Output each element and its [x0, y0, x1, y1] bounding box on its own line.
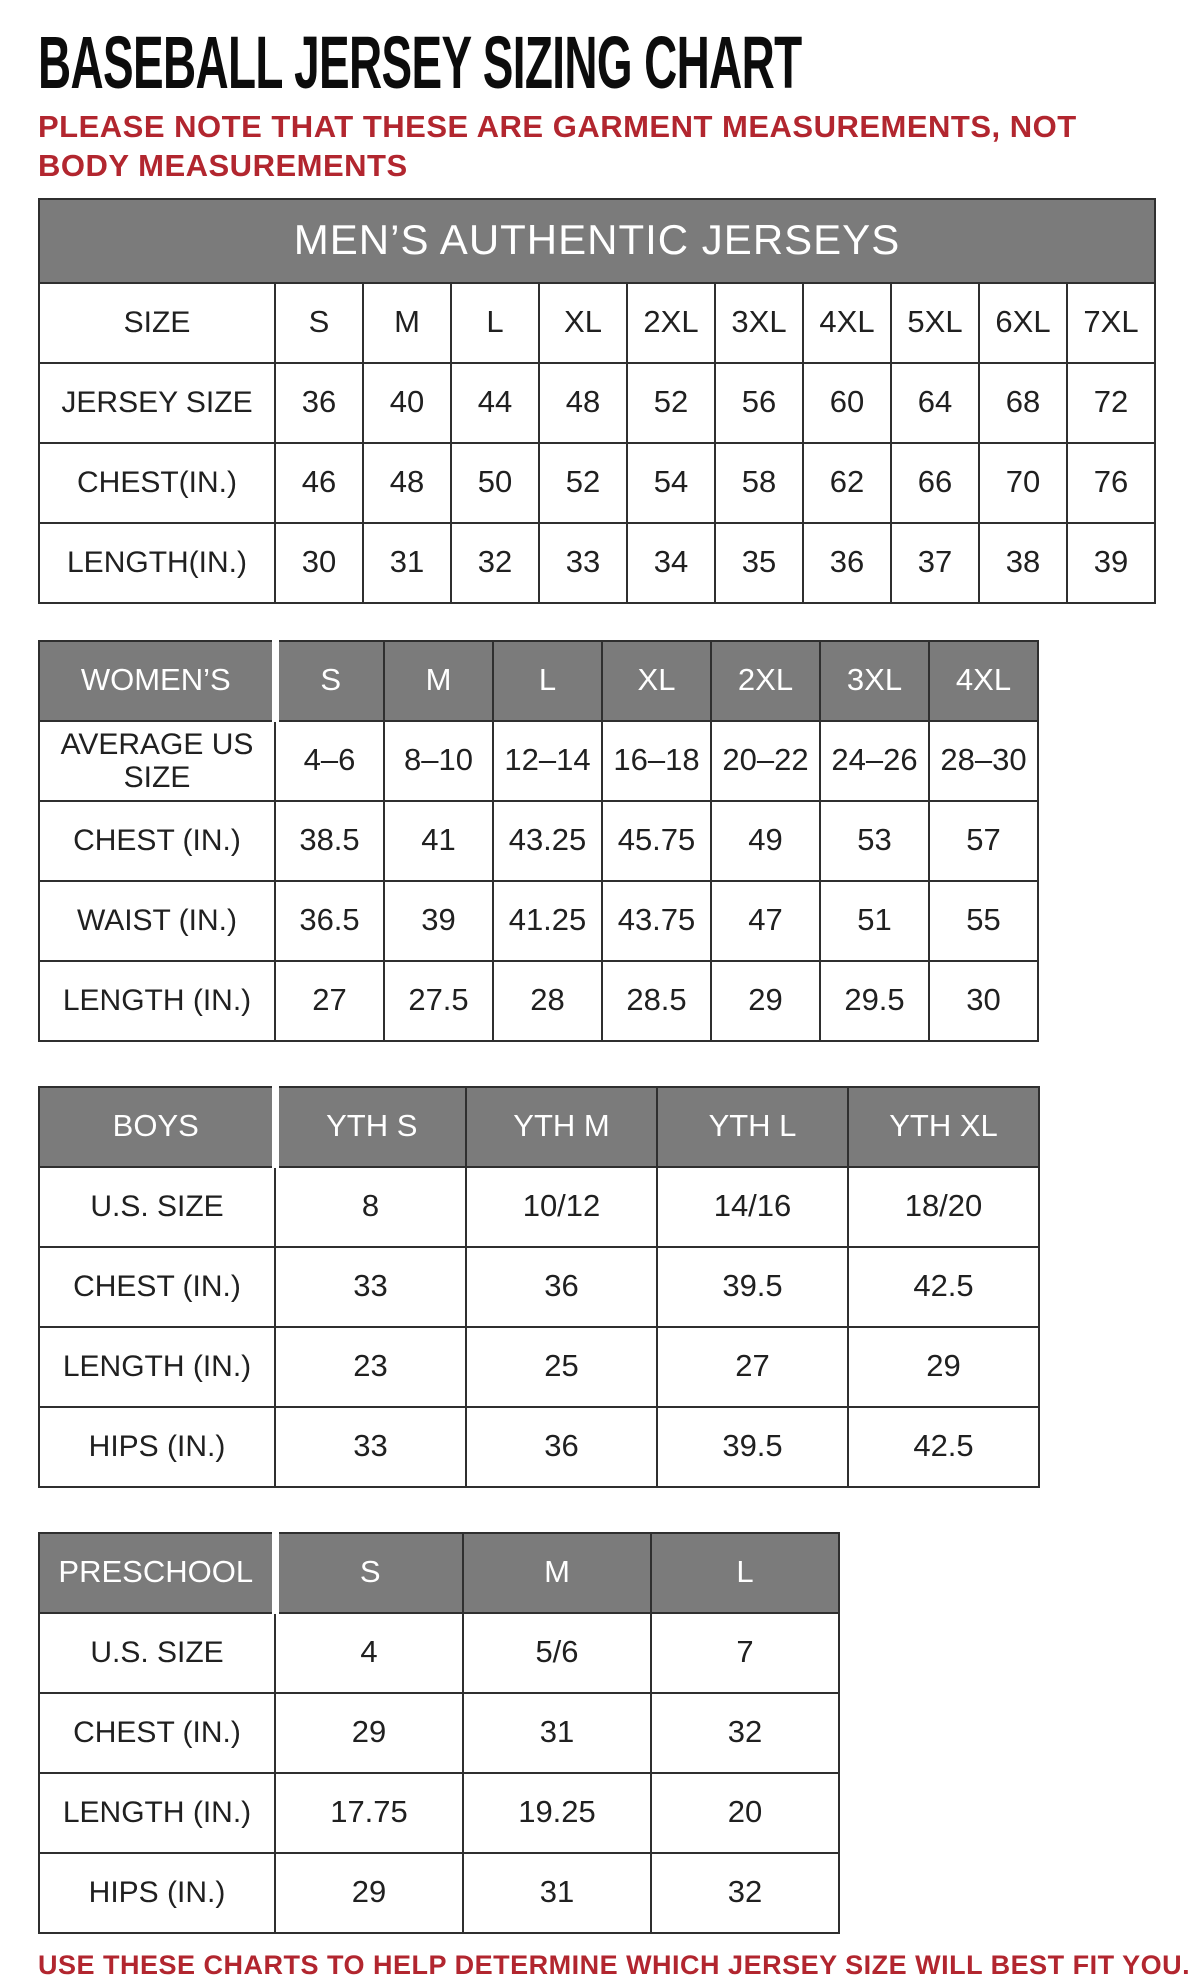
size-value-cell: 41 [384, 801, 493, 881]
size-column-header: L [451, 283, 539, 363]
size-value-cell: 44 [451, 363, 539, 443]
size-column-header: YTH S [275, 1087, 466, 1167]
size-value-cell: 32 [651, 1853, 839, 1933]
size-value-cell: 27 [275, 961, 384, 1041]
size-value-cell: 72 [1067, 363, 1155, 443]
size-value-cell: 31 [463, 1853, 651, 1933]
size-column-header: YTH M [466, 1087, 657, 1167]
size-value-cell: 39.5 [657, 1407, 848, 1487]
size-value-cell: 43.75 [602, 881, 711, 961]
size-column-header: S [275, 1533, 463, 1613]
size-value-cell: 25 [466, 1327, 657, 1407]
size-value-cell: 52 [539, 443, 627, 523]
measurement-row-label: CHEST (IN.) [39, 1247, 275, 1327]
size-value-cell: 30 [929, 961, 1038, 1041]
size-value-cell: 40 [363, 363, 451, 443]
size-value-cell: 29 [275, 1853, 463, 1933]
size-column-header: 4XL [803, 283, 891, 363]
size-value-cell: 28.5 [602, 961, 711, 1041]
measurement-row-label: CHEST(IN.) [39, 443, 275, 523]
size-value-cell: 34 [627, 523, 715, 603]
measurement-row-label: WAIST (IN.) [39, 881, 275, 961]
size-value-cell: 76 [1067, 443, 1155, 523]
measurement-row-label: U.S. SIZE [39, 1167, 275, 1247]
size-column-header: 3XL [820, 641, 929, 721]
size-value-cell: 28 [493, 961, 602, 1041]
size-column-header: M [384, 641, 493, 721]
size-value-cell: 52 [627, 363, 715, 443]
size-value-cell: 19.25 [463, 1773, 651, 1853]
table-header-label: WOMEN’S [39, 641, 275, 721]
size-value-cell: 29 [711, 961, 820, 1041]
size-value-cell: 29 [848, 1327, 1039, 1407]
size-value-cell: 49 [711, 801, 820, 881]
size-value-cell: 62 [803, 443, 891, 523]
size-value-cell: 56 [715, 363, 803, 443]
measurement-row-label: CHEST (IN.) [39, 1693, 275, 1773]
size-value-cell: 48 [539, 363, 627, 443]
size-column-header: 4XL [929, 641, 1038, 721]
size-value-cell: 31 [363, 523, 451, 603]
size-value-cell: 41.25 [493, 881, 602, 961]
size-value-cell: 68 [979, 363, 1067, 443]
size-column-header: XL [602, 641, 711, 721]
size-column-header: M [363, 283, 451, 363]
size-value-cell: 66 [891, 443, 979, 523]
size-value-cell: 12–14 [493, 721, 602, 801]
size-value-cell: 47 [711, 881, 820, 961]
size-value-cell: 42.5 [848, 1247, 1039, 1327]
boys-table-section [38, 1086, 1200, 1488]
size-value-cell: 36.5 [275, 881, 384, 961]
size-value-cell: 36 [803, 523, 891, 603]
size-value-cell: 4–6 [275, 721, 384, 801]
measurement-row-label: AVERAGE US SIZE [39, 721, 275, 801]
size-value-cell: 29 [275, 1693, 463, 1773]
size-value-cell: 48 [363, 443, 451, 523]
size-value-cell: 38 [979, 523, 1067, 603]
size-value-cell: 32 [651, 1693, 839, 1773]
size-column-header: S [275, 283, 363, 363]
table-header-label: PRESCHOOL [39, 1533, 275, 1613]
measurement-row-label: HIPS (IN.) [39, 1407, 275, 1487]
size-value-cell: 36 [466, 1407, 657, 1487]
size-value-cell: 35 [715, 523, 803, 603]
size-column-header: 5XL [891, 283, 979, 363]
size-value-cell: 33 [539, 523, 627, 603]
size-value-cell: 17.75 [275, 1773, 463, 1853]
measurement-row-label: JERSEY SIZE [39, 363, 275, 443]
size-value-cell: 20 [651, 1773, 839, 1853]
size-column-header: 3XL [715, 283, 803, 363]
measurement-row-label: CHEST (IN.) [39, 801, 275, 881]
table-banner: MEN’S AUTHENTIC JERSEYS [39, 199, 1155, 283]
preschool-sizing-table [38, 1532, 840, 1934]
size-value-cell: 14/16 [657, 1167, 848, 1247]
page-title: BASEBALL JERSEY SIZING CHART [38, 21, 802, 104]
size-value-cell: 30 [275, 523, 363, 603]
size-value-cell: 27 [657, 1327, 848, 1407]
size-value-cell: 50 [451, 443, 539, 523]
size-value-cell: 38.5 [275, 801, 384, 881]
size-column-header: M [463, 1533, 651, 1613]
size-value-cell: 8–10 [384, 721, 493, 801]
table-header-label: BOYS [39, 1087, 275, 1167]
table-header-label: SIZE [39, 283, 275, 363]
size-value-cell: 46 [275, 443, 363, 523]
size-value-cell: 36 [275, 363, 363, 443]
size-column-header: S [275, 641, 384, 721]
size-value-cell: 28–30 [929, 721, 1038, 801]
size-value-cell: 39 [384, 881, 493, 961]
measurement-row-label: LENGTH (IN.) [39, 961, 275, 1041]
size-column-header: L [651, 1533, 839, 1613]
mens-sizing-table [38, 198, 1156, 604]
size-value-cell: 45.75 [602, 801, 711, 881]
boys-sizing-table [38, 1086, 1040, 1488]
size-value-cell: 55 [929, 881, 1038, 961]
size-value-cell: 53 [820, 801, 929, 881]
size-value-cell: 64 [891, 363, 979, 443]
size-column-header: YTH XL [848, 1087, 1039, 1167]
size-value-cell: 33 [275, 1247, 466, 1327]
size-value-cell: 8 [275, 1167, 466, 1247]
size-value-cell: 27.5 [384, 961, 493, 1041]
measurement-row-label: LENGTH (IN.) [39, 1327, 275, 1407]
size-value-cell: 43.25 [493, 801, 602, 881]
size-value-cell: 58 [715, 443, 803, 523]
size-column-header: 2XL [627, 283, 715, 363]
size-value-cell: 54 [627, 443, 715, 523]
size-value-cell: 5/6 [463, 1613, 651, 1693]
size-value-cell: 70 [979, 443, 1067, 523]
size-value-cell: 16–18 [602, 721, 711, 801]
size-column-header: 7XL [1067, 283, 1155, 363]
size-value-cell: 32 [451, 523, 539, 603]
size-column-header: L [493, 641, 602, 721]
size-value-cell: 24–26 [820, 721, 929, 801]
preschool-table-section [38, 1532, 1200, 1934]
size-value-cell: 20–22 [711, 721, 820, 801]
size-column-header: 6XL [979, 283, 1067, 363]
size-value-cell: 29.5 [820, 961, 929, 1041]
size-value-cell: 4 [275, 1613, 463, 1693]
size-column-header: 2XL [711, 641, 820, 721]
size-value-cell: 7 [651, 1613, 839, 1693]
size-value-cell: 36 [466, 1247, 657, 1327]
fit-advice-footer: USE THESE CHARTS TO HELP DETERMINE WHICH JERSEY SIZE WILL BEST FIT YOU. [38, 1949, 1191, 1980]
measurement-row-label: LENGTH (IN.) [39, 1773, 275, 1853]
size-value-cell: 39.5 [657, 1247, 848, 1327]
measurement-row-label: U.S. SIZE [39, 1613, 275, 1693]
size-value-cell: 37 [891, 523, 979, 603]
size-column-header: YTH L [657, 1087, 848, 1167]
size-value-cell: 23 [275, 1327, 466, 1407]
mens-table-section [38, 198, 1200, 604]
womens-table-section [38, 640, 1200, 1042]
size-value-cell: 33 [275, 1407, 466, 1487]
size-value-cell: 57 [929, 801, 1038, 881]
size-value-cell: 51 [820, 881, 929, 961]
womens-sizing-table [38, 640, 1039, 1042]
size-value-cell: 60 [803, 363, 891, 443]
size-value-cell: 39 [1067, 523, 1155, 603]
size-column-header: XL [539, 283, 627, 363]
size-value-cell: 42.5 [848, 1407, 1039, 1487]
garment-measurement-note: PLEASE NOTE THAT THESE ARE GARMENT MEASUREMENTS, NOT BODY MEASUREMENTS [38, 109, 1077, 183]
measurement-row-label: HIPS (IN.) [39, 1853, 275, 1933]
measurement-row-label: LENGTH(IN.) [39, 523, 275, 603]
size-value-cell: 10/12 [466, 1167, 657, 1247]
size-value-cell: 31 [463, 1693, 651, 1773]
size-value-cell: 18/20 [848, 1167, 1039, 1247]
